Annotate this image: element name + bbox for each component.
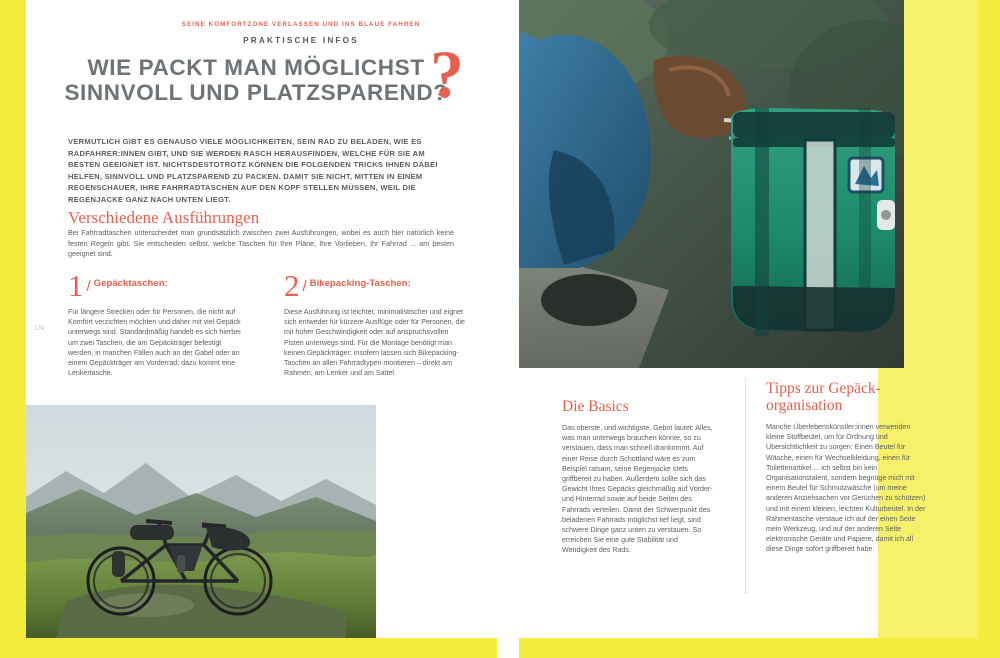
column-body: Manche Überlebenskünstler:innen verwenden kleine Stoffbeutel, um für Ordnung und Übersichtlichkeit zu sorgen: Einen Beutel für Wäsche, einen für Wechselkleidung, einen für Toilettenartikel ... ich selbst bin kein Organisationstalent, sondern begnüge mich mit einem Beutel für Schmutzwäsche (um meine anderen Anziehsachen vor Gerüchen zu schützen) und mit einem kleinen, leichten Kulturbeutel. In der Rahmentasche verstaue ich auf der einen Seite mein Werkzeug, und auf der anderen Seite elektronische Geräte und Papiere, damit ich all diese Dinge sofort griffbereit habe. [766,423,926,554]
question-mark-glyph: ? [430,36,464,112]
running-head: SEINE KOMFORTZONE VERLASSEN UND INS BLAUE FAHREN [181,21,421,28]
column-heading: Die Basics [562,398,629,415]
headline-line-2: SINNVOLL UND PLATZSPAREND? [64,80,448,105]
column-divider [745,378,746,593]
item-title: Bikepacking-Taschen: [309,278,411,289]
list-item [284,270,469,378]
page-number: 174 [34,326,45,332]
item-body: Diese Ausführung ist leichter, minimalistischer und eignet sich entweder für kürzere Ausflüge oder für Personen, die mit hoher Geschwindigkeit oder auf anspruchsvollen Pisten unterwegs sind. Für die Montage benötigt man keinen Gepäckträger; insofern lassen sich Bikepacking-Taschen an allen Fahrradtypen montieren – direkt am Rahmen, am Lenker und am Sattel. [284,308,465,378]
item-body: Für längere Strecken oder für Personen, die nicht auf Komfort verzichten möchten und daher mit viel Gepäck unterwegs sind. Standardmäßig handelt es sich hierbei um zwei Taschen, die am Gepäckträger befestigt werden, in manchen Fällen auch an der Gabel oder an einem Gepäckträger am Vorderrad; dazu kommt eine Lenkertasche. [68,308,241,378]
item-slash: / [302,278,307,295]
section-kicker: PRAKTISCHE INFOS [243,36,359,45]
yellow-right-bar [978,0,1000,658]
page-gutter [497,0,519,658]
yellow-left-bar [0,0,26,658]
section-subtext: Bei Fahrradtaschen unterscheidet man grundsätzlich zwischen zwei Ausführungen, wobei es auch hier natürlich keine festen Regeln gibt. Sie entscheiden selbst, welche Taschen für Ihre Pläne, Ihre Vorlieben, Ihr Fahrrad ... am besten geeignet sind. [68,228,454,259]
item-slash: / [86,278,91,295]
bikepacking-photo [26,405,376,638]
page-title [56,55,456,105]
item-number: 1 [68,268,84,303]
column-tipps-gepaeckorganisation [766,380,926,555]
list-item [68,270,248,378]
pannier-photo [519,0,904,368]
column-die-basics [562,398,714,556]
intro-paragraph: VERMUTLICH GIBT ES GENAUSO VIELE MÖGLICHKEITEN, SEIN RAD ZU BELADEN, WIE ES RADFAHRER:INNEN GIBT, UND SIE WERDEN RASCH HERAUSFINDEN, WELCHE FÜR SIE AM BESTEN GEEIGNET IST. NICHTSDESTOTROTZ KÖNNEN DIE FOLGENDEN TRICKS IHNEN DABEI HELFEN, SINNVOLL UND PLATZSPAREND ZU PACKEN. DAMIT SIE NICHT, MITTEN IN EINEM REGENSCHAUER, IHRE FAHRRADTASCHEN AUF DEN KOPF STELLEN MÜSSEN, WEIL DIE REGENJACKE GANZ NACH UNTEN LIEGT. [68,137,438,204]
item-number: 2 [284,268,300,303]
section-heading: Verschiedene Ausführungen [68,208,260,227]
column-heading: Tipps zur Gepäck-organisation [766,380,881,414]
column-body: Das oberste, und wichtigste, Gebot lautet: Alles, was man unterwegs brauchen könnte, so zu verstauen, dass man schnell drankommt. Auf einer Reise durch Schottland wäre es zum Beispiel ratsam, seine Regenjacke stets griffbereit zu haben. Außerdem sollte sich das Gewicht Ihres Gepäcks gleichmäßig auf Vorder- und Hinterrad sowie auf beide Seiten des Fahrrads verteilen. Damit der Schwerpunkt des beladenen Fahrrads möglichst tief liegt, sind schwere Dinge ganz unten zu verstauen. So erreichen Sie eine gute Stabilität und Wendigkeit des Rads. [562,424,713,555]
headline-line-1: WIE PACKT MAN MÖGLICHST [87,55,425,80]
item-title: Gepäcktaschen: [93,278,168,289]
